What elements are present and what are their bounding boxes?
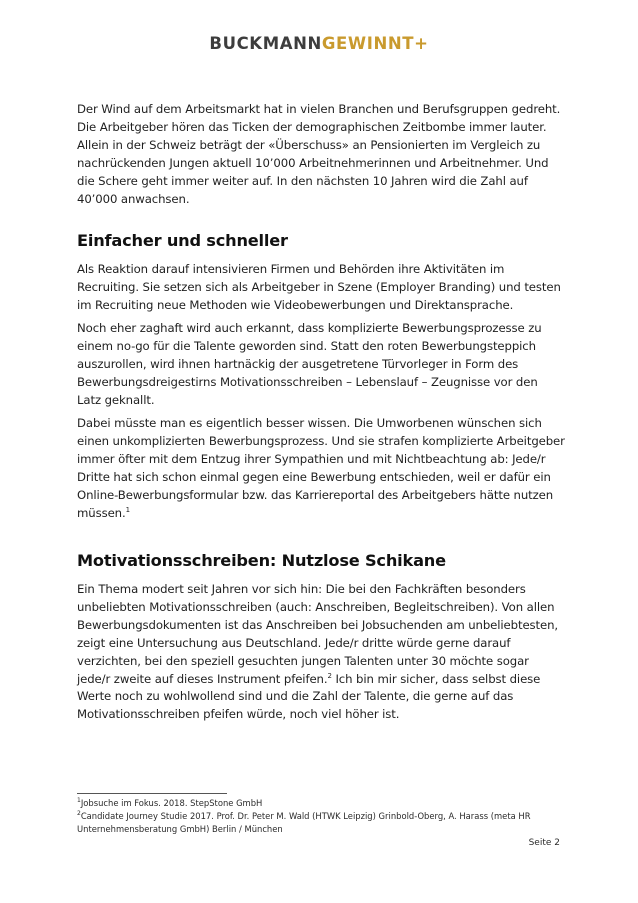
intro-paragraph: Der Wind auf dem Arbeitsmarkt hat in vielen Branchen und Berufsgruppen gedreht. Die Arbeitgeber hören das Ticken der demographischen Zeitbombe immer lauter. Allein in der Schweiz beträgt der «Überschuss» an Pensionierten im Vergleich zu nachrückenden Jungen aktuell 10’000 Arbeitnehmerinnen und Arbeitnehmer. Und die Schere geht immer weiter auf. In den nächsten 10 Jahren wird die Zahl auf 40’000 anwachsen. [77, 102, 561, 206]
logo-part-buckmann: BUCKMANN [209, 34, 322, 53]
section1-paragraph-2: Noch eher zaghaft wird auch erkannt, dass komplizierte Bewerbungsprozesse zu einem no-go für die Talente geworden sind. Statt den roten Bewerbungsteppich auszurollen, wird ihnen hartnäckig der ausgetretene Türvorleger in Form des Bewerbungsdreigestirns Motivationsschreiben – Lebenslauf – Zeugnisse vor den Latz geknallt. [77, 321, 542, 407]
section2-paragraph-1 [77, 581, 565, 724]
footnote-2-mark: 2 [77, 810, 81, 818]
footnote-2-text: Candidate Journey Studie 2017. Prof. Dr. Peter M. Wald (HTWK Leipzig) Grinbold-Oberg, A. Harass (meta HR Unternehmensberatung GmbH) Berlin / München [77, 811, 531, 834]
footnote-1-mark: 1 [77, 797, 81, 805]
section2-paragraph-1-text-b: Ich bin mir sicher, dass selbst diese Werte noch zu wohlwollend sind und die Zahl der Talente, die gerne auf das Motivationsschreiben pfeifen würde, noch viel höher ist. [77, 671, 541, 722]
section1-paragraph-1: Als Reaktion darauf intensivieren Firmen und Behörden ihre Aktivitäten im Recruiting. Sie setzen sich als Arbeitgeber in Szene (Employer Branding) und testen im Recruiting neue Methoden wie Videobewerbungen und Direktansprache. [77, 262, 561, 312]
footnote-divider [77, 793, 227, 794]
footnote-2 [77, 810, 577, 835]
footnote-1 [77, 797, 577, 810]
footnote-ref-2: 2 [327, 671, 332, 680]
section-heading-einfacher: Einfacher und schneller [77, 231, 288, 250]
footnote-1-text: Jobsuche im Fokus. 2018. StepStone GmbH [80, 798, 263, 808]
section1-paragraph-3 [77, 415, 565, 522]
page-number: Seite 2 [528, 838, 560, 848]
logo-part-gewinnt: GEWINNT+ [321, 34, 429, 53]
section-heading-motivationsschreiben: Motivationsschreiben: Nutzlose Schikane [77, 551, 446, 570]
footnote-ref-1: 1 [125, 505, 130, 514]
section2-paragraph-1-text-a: Ein Thema modert seit Jahren vor sich hin: Die bei den Fachkräften besonders unbeliebten Motivationsschreiben (auch: Anschreiben, Begleitschreiben). Von allen Bewerbungsdokumenten ist das Anschreiben bei Jobsuchenden am unbeliebtesten, zeigt eine Untersuchung aus Deutschland. Jede/r dritte würde gerne darauf verzichten, bei den speziell gesuchten jungen Talenten unter 30 möchte sogar jede/r zweite auf dieses Instrument pfeifen. [77, 582, 559, 686]
brand-logo [0, 34, 638, 53]
section1-paragraph-3-text: Dabei müsste man es eigentlich besser wissen. Die Umworbenen wünschen sich einen unkomplizierten Bewerbungsprozess. Und sie strafen komplizierte Arbeitgeber immer öfter mit dem Entzug ihrer Sympathien und mit Nichtbeachtung ab: Jede/r Dritte hat sich schon einmal gegen eine Bewerbung entschieden, weil er dafür ein Online-Bewerbungsformular bzw. das Karriereportal des Arbeitgebers hätte nutzen müssen. [77, 416, 565, 520]
